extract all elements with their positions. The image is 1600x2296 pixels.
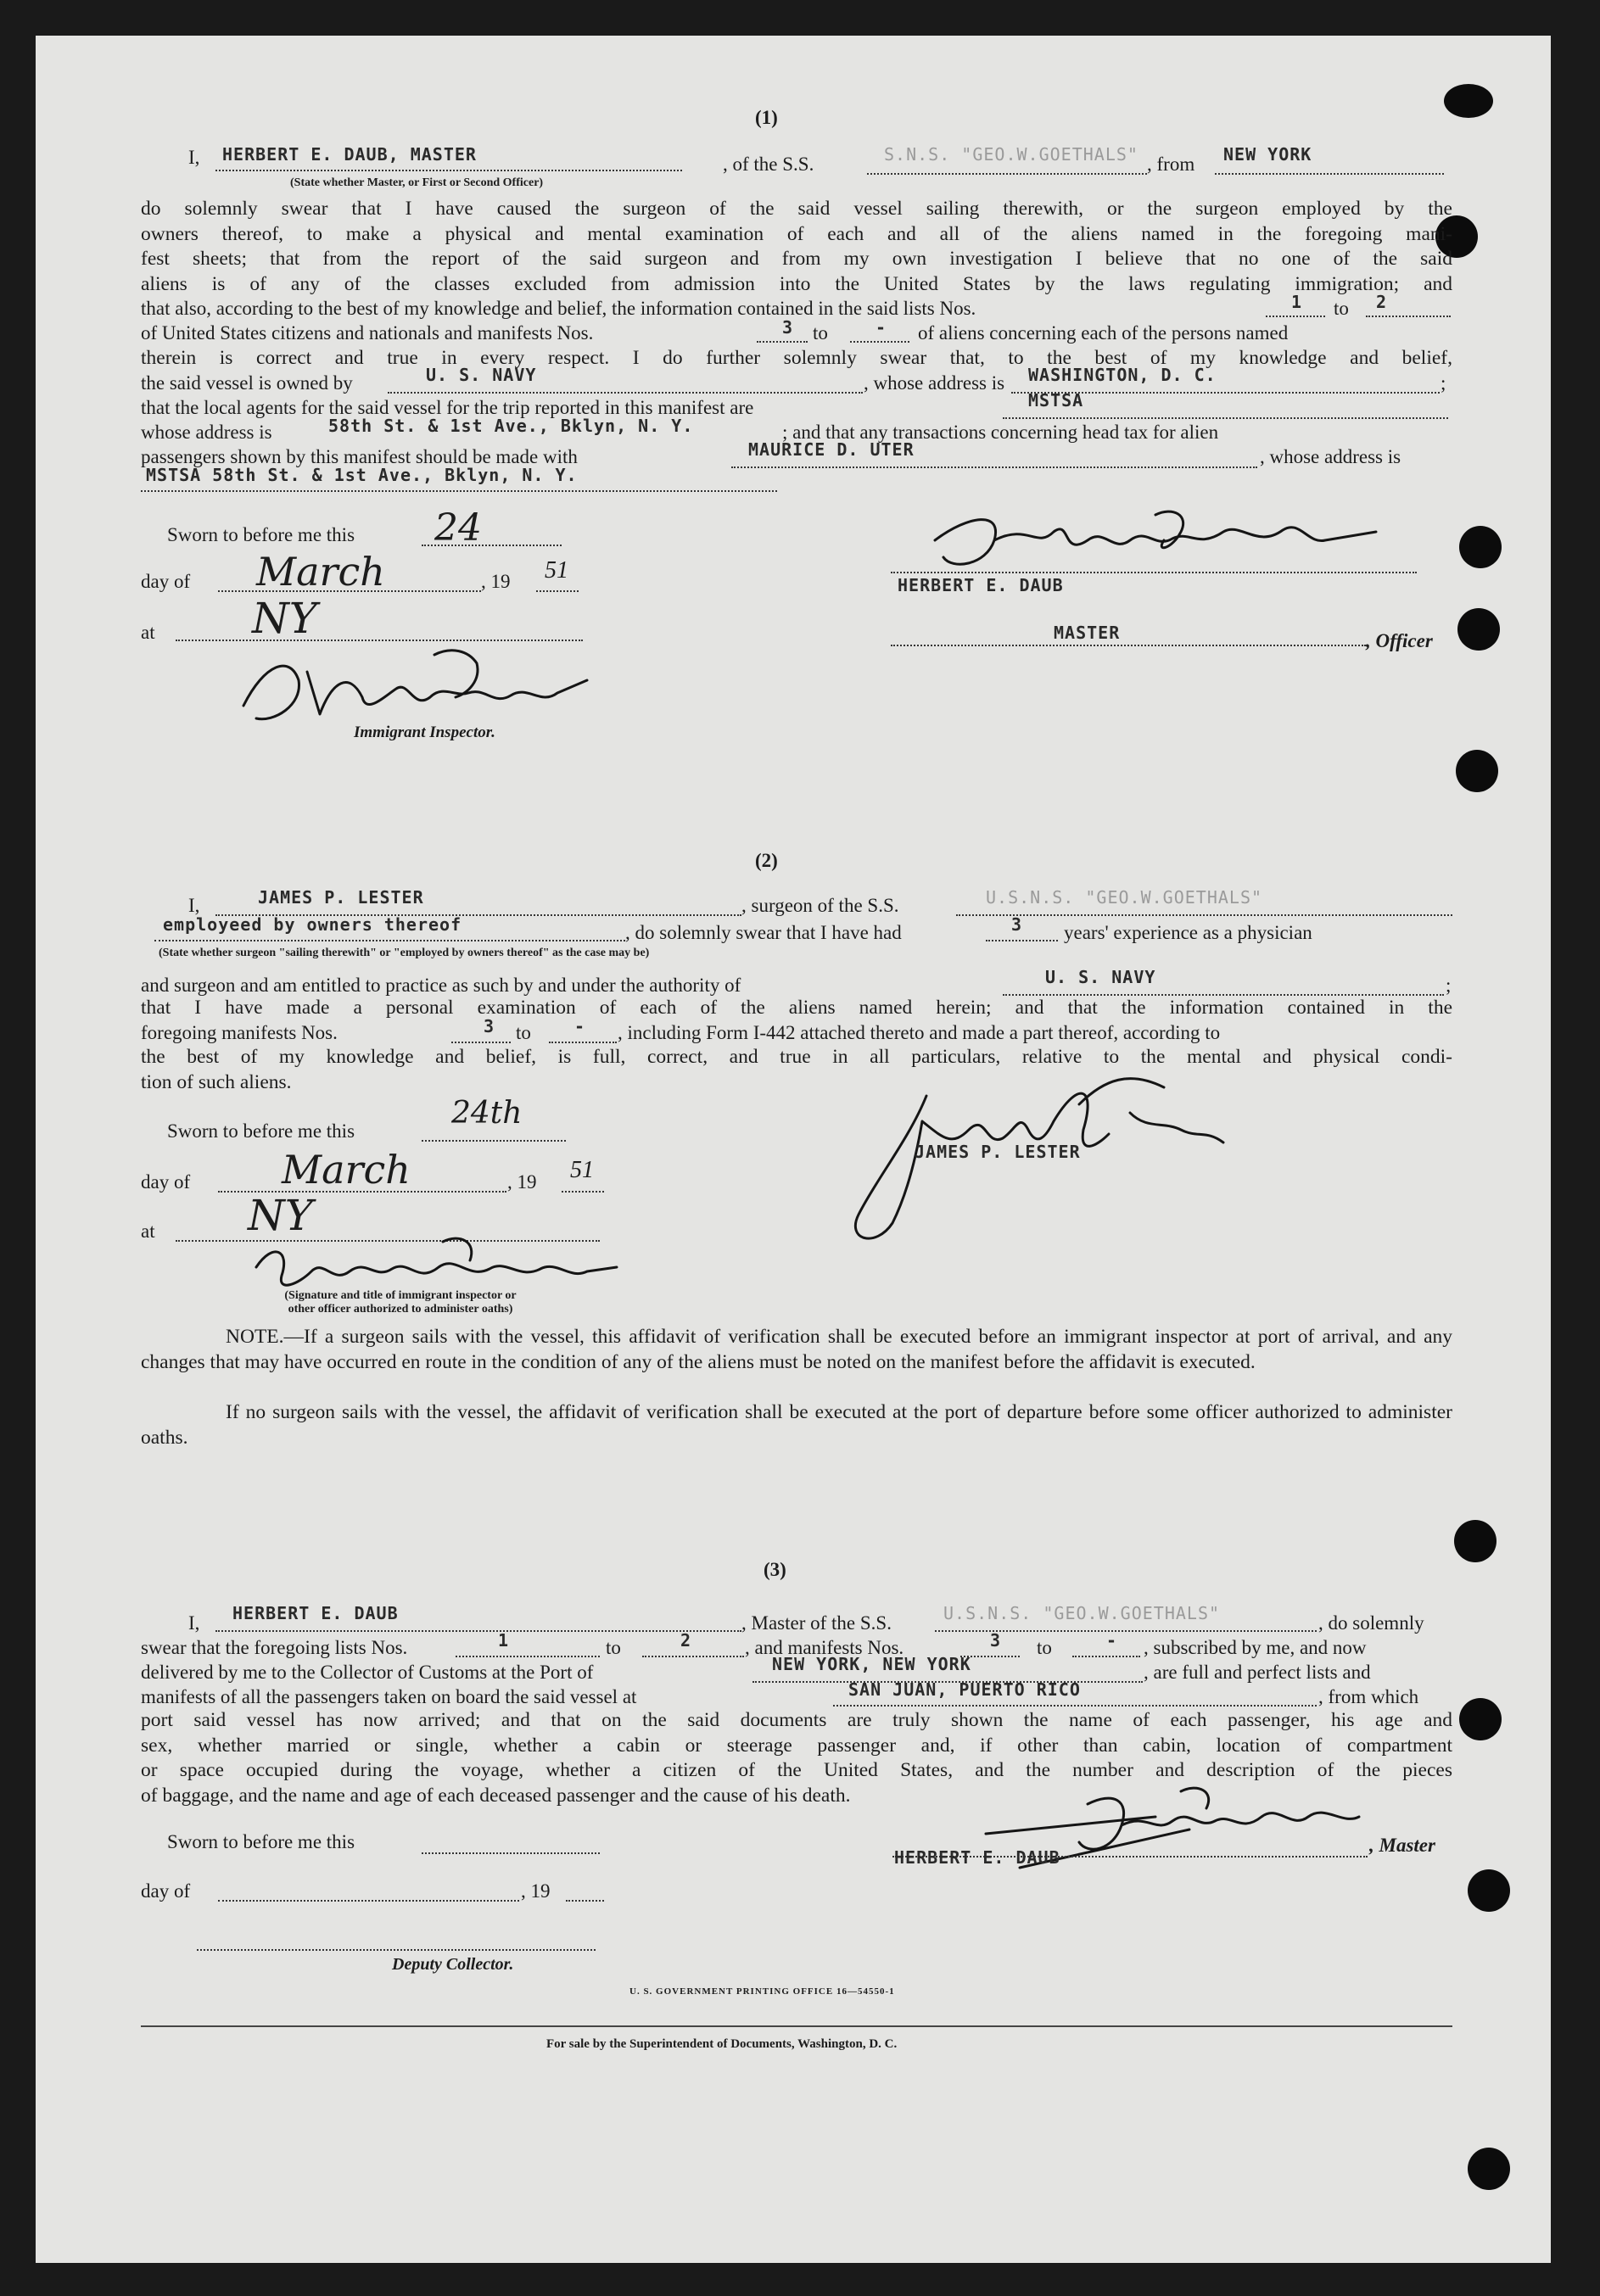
contact-address-line xyxy=(141,490,777,492)
month-value: March xyxy=(282,1147,411,1193)
year-prefix: , 19 xyxy=(521,1880,551,1902)
list-to-line xyxy=(642,1656,744,1657)
master-signer-value: HERBERT E. DAUB xyxy=(894,1847,1060,1868)
section1-body xyxy=(141,197,1452,297)
text-line: ; and that any transactions concerning head tax for alien xyxy=(782,422,1219,443)
punch-hole xyxy=(1457,608,1500,651)
vessel-line xyxy=(956,914,1452,916)
master-name-value: HERBERT E. DAUB, MASTER xyxy=(222,144,477,165)
punch-hole xyxy=(1456,750,1498,792)
list-from-value: 1 xyxy=(1291,292,1303,312)
at-label: at xyxy=(141,622,155,643)
note-paragraph: NOTE.—If a surgeon sails with the vessel, this affidavit of verification shall be executed before an immigrant inspector at port of arrival, and any changes that may have occurred en route in the condition of any of the aliens must be noted on the manifest before the affidavit is executed. xyxy=(141,1326,1452,1373)
text-line: of United States citizens and nationals and manifests Nos. xyxy=(141,322,594,344)
text-line: the said vessel is owned by xyxy=(141,372,353,394)
employment-line xyxy=(154,940,625,941)
origin-line xyxy=(833,1705,1317,1707)
vessel-value: U.S.N.S. "GEO.W.GOETHALS" xyxy=(986,887,1263,908)
text-master-of: , Master of the S.S. xyxy=(741,1612,892,1634)
sworn-label: Sworn to before me this xyxy=(167,524,355,545)
text-line: and surgeon and am entitled to practice as such by and under the authority of xyxy=(141,975,741,996)
text-to: to xyxy=(516,1022,531,1043)
text-to: to xyxy=(606,1637,621,1658)
place-value: NY xyxy=(248,1191,313,1240)
owner-value: U. S. NAVY xyxy=(426,365,537,385)
text-line: that I have made a personal examination of each of the aliens named herein; and that the information contained in the xyxy=(141,997,1452,1019)
month-line xyxy=(218,1900,519,1902)
owner-line xyxy=(388,392,863,394)
text-line: passengers shown by this manifest should be made with xyxy=(141,446,578,467)
master-signature-line xyxy=(891,572,1417,573)
list-from-line xyxy=(456,1656,600,1657)
sale-notice: For sale by the Superintendent of Documents, Washington, D. C. xyxy=(546,2037,898,2051)
punch-hole xyxy=(1459,526,1502,568)
punch-hole xyxy=(1459,1698,1502,1740)
sworn-label: Sworn to before me this xyxy=(167,1831,355,1852)
text-line: delivered by me to the Collector of Customs at the Port of xyxy=(141,1662,594,1683)
year-prefix: , 19 xyxy=(507,1171,537,1193)
at-label: at xyxy=(141,1221,155,1242)
manifest-to-value: - xyxy=(574,1016,586,1036)
semicolon: ; xyxy=(1446,975,1452,996)
surgeon-name-value: JAMES P. LESTER xyxy=(258,887,424,908)
section-number: (2) xyxy=(755,850,778,871)
section1-body-2 xyxy=(141,346,1452,371)
text-line: years' experience as a physician xyxy=(1064,922,1312,943)
contact-value: MAURICE D. UTER xyxy=(748,439,915,460)
list-to-value: 2 xyxy=(680,1630,692,1651)
manifest-from-line xyxy=(757,341,808,343)
gpo-imprint: U. S. GOVERNMENT PRINTING OFFICE 16—54550-1 xyxy=(629,1986,895,1997)
text-line: , whose address is xyxy=(864,372,1005,394)
text-i: I, xyxy=(188,1612,200,1634)
years-line xyxy=(986,940,1058,941)
manifest-from-value: 3 xyxy=(484,1016,495,1036)
inspector-caption: Immigrant Inspector. xyxy=(354,723,495,741)
list-from-line xyxy=(1266,316,1325,317)
text-surgeon-of: , surgeon of the S.S. xyxy=(741,895,899,916)
text-line: owners thereof, to make a physical and mental examination of each and all of the aliens named in the foregoing mani- xyxy=(141,222,1452,245)
text-line: that the local agents for the said vessel for the trip reported in this manifest are xyxy=(141,397,754,418)
place-value: NY xyxy=(252,594,317,643)
text-line: aliens is of any of the classes excluded from admission into the United States by the laws regulating immigration; and xyxy=(141,272,1452,295)
year-prefix: , 19 xyxy=(481,571,511,592)
year-line xyxy=(536,590,579,592)
place-line xyxy=(176,640,583,641)
master-label: , Master xyxy=(1369,1835,1435,1856)
sworn-day-line xyxy=(422,545,562,546)
manifest-to-line xyxy=(549,1042,617,1043)
note-paragraph: If no surgeon sails with the vessel, the affidavit of verification shall be executed at the port of departure before some officer authorized to administer oaths. xyxy=(141,1401,1452,1449)
punch-hole xyxy=(1468,1869,1510,1912)
text-line: fest sheets; that from the report of the said surgeon and from my own investigation I believe that no one of the said xyxy=(141,248,1452,270)
footer-rule xyxy=(141,2025,1452,2027)
contact-line xyxy=(731,466,1257,468)
text-of-ss: , of the S.S. xyxy=(723,154,814,175)
sworn-day-line xyxy=(422,1140,566,1142)
text-i: I, xyxy=(188,147,200,168)
text-line: do solemnly swear that I have caused the surgeon of the said vessel sailing therewith, or the surgeon employed by the xyxy=(141,198,1452,220)
from-port-line xyxy=(1215,173,1444,175)
text-line: , subscribed by me, and now xyxy=(1144,1637,1367,1658)
sworn-day-value: 24th xyxy=(451,1096,523,1131)
year-suffix: 51 xyxy=(545,557,568,584)
sworn-day-line xyxy=(422,1852,600,1854)
collector-caption: Deputy Collector. xyxy=(392,1955,514,1974)
text-i: I, xyxy=(188,895,200,916)
vessel-line xyxy=(867,173,1147,175)
text-line: , do solemnly swear that I have had xyxy=(625,922,902,943)
master-name-line xyxy=(215,170,682,171)
text-line: , from which xyxy=(1318,1686,1419,1707)
semicolon: ; xyxy=(1441,372,1446,394)
day-of-label: day of xyxy=(141,1171,191,1193)
from-port-value: NEW YORK xyxy=(1223,144,1312,165)
vessel-value: S.N.S. "GEO.W.GOETHALS" xyxy=(884,144,1138,165)
officer-line xyxy=(891,645,1366,646)
manifest-from-line xyxy=(451,1042,511,1043)
sworn-label: Sworn to before me this xyxy=(167,1120,355,1142)
sworn-day-value: 24 xyxy=(434,506,482,550)
text-to: to xyxy=(1334,298,1349,319)
text-line: tion of such aliens. xyxy=(141,1070,292,1093)
inspector-caption-line: other officer authorized to administer oaths) xyxy=(288,1303,513,1316)
year-line xyxy=(566,1900,604,1902)
punch-hole xyxy=(1454,1520,1497,1562)
inspector-caption xyxy=(205,1289,596,1316)
text-solemnly: , do solemnly xyxy=(1318,1612,1424,1634)
section-number: (3) xyxy=(764,1559,786,1580)
text-line: of baggage, and the name and age of each deceased passenger and the cause of his death. xyxy=(141,1784,851,1807)
text-line: , are full and perfect lists and xyxy=(1144,1662,1371,1683)
year-line xyxy=(562,1191,604,1193)
punch-hole xyxy=(1468,2148,1510,2190)
manifest-to-value: - xyxy=(1106,1630,1118,1651)
section2-body xyxy=(141,996,1452,1021)
day-of-label: day of xyxy=(141,571,191,592)
text-line: whose address is xyxy=(141,422,272,443)
text-line: , and manifests Nos. xyxy=(745,1637,904,1658)
master-title-value: MASTER xyxy=(1054,623,1121,643)
officer-label: , Officer xyxy=(1366,630,1433,651)
text-to: to xyxy=(813,322,828,344)
inspector-caption-line: (Signature and title of immigrant inspector or xyxy=(284,1289,517,1302)
list-from-value: 1 xyxy=(498,1630,510,1651)
agents-line xyxy=(1003,417,1448,419)
master-signature xyxy=(969,1783,1376,1885)
agents-value: MSTSA xyxy=(1028,390,1084,411)
master-name-line xyxy=(215,1630,741,1632)
text-from: , from xyxy=(1147,154,1195,175)
list-to-line xyxy=(1366,316,1451,317)
master-name-caption: (State whether Master, or First or Second Officer) xyxy=(290,176,544,189)
text-line: of aliens concerning each of the persons named xyxy=(918,322,1289,344)
employment-value: employeed by owners thereof xyxy=(163,914,462,935)
text-line: , including Form I-442 attached thereto and made a part thereof, according to xyxy=(618,1022,1221,1043)
agents-address-value: 58th St. & 1st Ave., Bklyn, N. Y. xyxy=(328,416,694,436)
years-value: 3 xyxy=(1011,914,1023,935)
manifest-to-line xyxy=(850,341,909,343)
text-line: sex, whether married or single, whether a cabin or steerage passenger and, if other than cabin, location of compartment xyxy=(141,1734,1452,1757)
list-to-value: 2 xyxy=(1376,292,1388,312)
section-number: (1) xyxy=(755,107,778,128)
manifest-from-value: 3 xyxy=(990,1630,1002,1651)
origin-value: SAN JUAN, PUERTO RICO xyxy=(848,1679,1081,1700)
master-signer-value: HERBERT E. DAUB xyxy=(898,575,1064,595)
collector-line xyxy=(197,1949,596,1951)
year-suffix: 51 xyxy=(570,1157,594,1183)
manifest-from-value: 3 xyxy=(782,317,794,338)
text-line: manifests of all the passengers taken on board the said vessel at xyxy=(141,1686,637,1707)
text-line: that also, according to the best of my knowledge and belief, the information contained in the said lists Nos. xyxy=(141,298,976,319)
month-value: March xyxy=(256,549,385,595)
contact-address-value: MSTSA 58th St. & 1st Ave., Bklyn, N. Y. xyxy=(146,465,578,485)
text-line: therein is correct and true in every respect. I do further solemnly swear that, to the best of my knowledge and belief, xyxy=(141,347,1452,369)
text-line: the best of my knowledge and belief, is full, correct, and true in all particulars, relative to the mental and physical condi- xyxy=(141,1046,1452,1068)
authority-value: U. S. NAVY xyxy=(1045,967,1156,987)
text-line: foregoing manifests Nos. xyxy=(141,1022,338,1043)
text-line: , whose address is xyxy=(1260,446,1401,467)
day-of-label: day of xyxy=(141,1880,191,1902)
vessel-value: U.S.N.S. "GEO.W.GOETHALS" xyxy=(943,1603,1221,1623)
owner-address-value: WASHINGTON, D. C. xyxy=(1028,365,1217,385)
month-line xyxy=(218,590,481,592)
master-name-value: HERBERT E. DAUB xyxy=(232,1603,399,1623)
manifest-to-value: - xyxy=(876,317,887,338)
surgeon-signer-value: JAMES P. LESTER xyxy=(915,1142,1081,1162)
text-line: swear that the foregoing lists Nos. xyxy=(141,1637,408,1658)
manifest-to-line xyxy=(1072,1656,1140,1657)
document-page xyxy=(36,36,1551,2263)
port-value: NEW YORK, NEW YORK xyxy=(772,1654,971,1674)
text-to: to xyxy=(1037,1637,1052,1658)
text-line: port said vessel has now arrived; and that on the said documents are truly shown the name of each passenger, his age and xyxy=(141,1709,1452,1731)
punch-hole xyxy=(1444,84,1493,118)
employment-caption: (State whether surgeon "sailing therewith" or "employed by owners thereof" as the case may be) xyxy=(159,947,650,959)
text-line: or space occupied during the voyage, whether a citizen of the United States, and the number and description of the pieces xyxy=(141,1759,1452,1781)
